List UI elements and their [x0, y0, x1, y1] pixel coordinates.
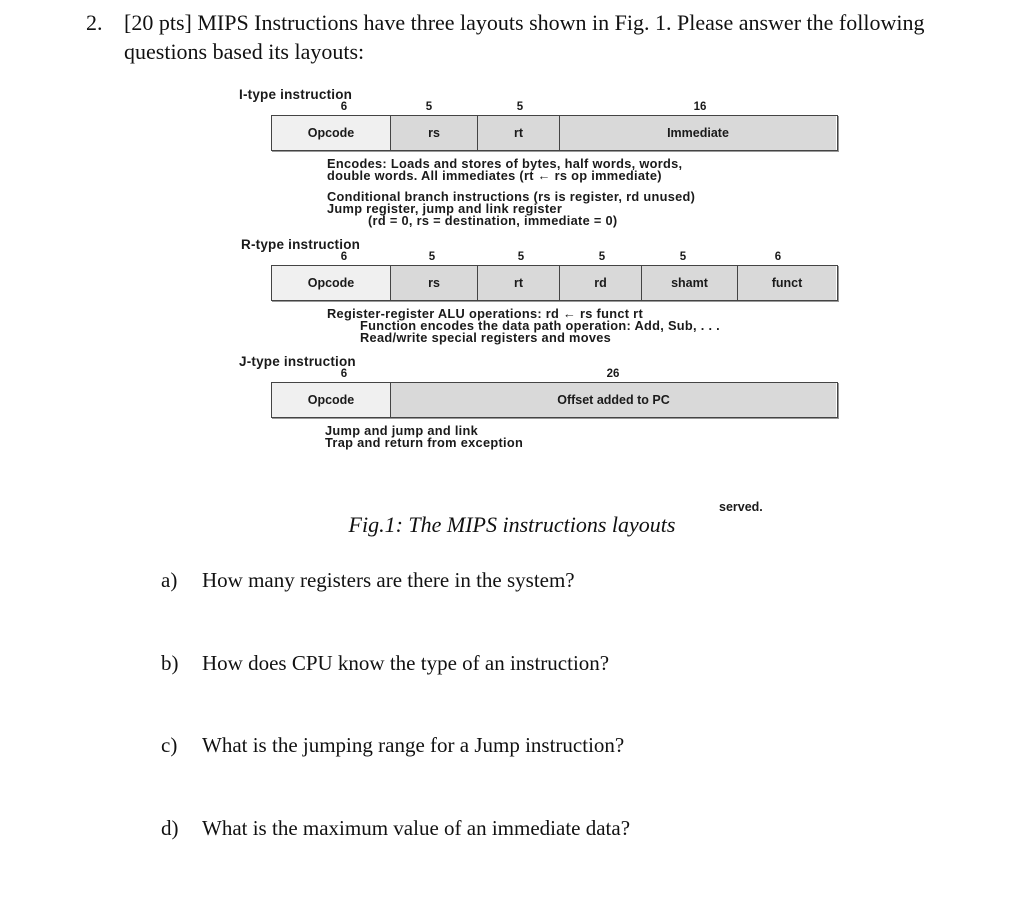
i-type-desc-line-4: Jump register, jump and link register: [327, 201, 563, 216]
j-type-bits-opcode: 6: [340, 368, 348, 380]
j-type-desc-line-1: Jump and jump and link: [325, 423, 479, 438]
j-type-field-bar: [271, 382, 838, 418]
figure-caption: Fig.1: The MIPS instructions layouts: [348, 512, 676, 537]
i-type-desc-line-5: (rd = 0, rs = destination, immediate = 0): [368, 213, 618, 228]
r-type-bits-opcode: 6: [340, 251, 348, 263]
question-text: [20 pts] MIPS Instructions have three layouts shown in Fig. 1. Please answer the following questions based its layouts:: [124, 10, 925, 64]
copyright-fragment: served.: [719, 500, 763, 514]
j-type-bits-offset: 26: [606, 368, 620, 380]
i-type-desc-line-1: Encodes: Loads and stores of bytes, half words, words,: [327, 156, 683, 171]
subquestion-text: How does CPU know the type of an instruction?: [202, 651, 610, 675]
j-type-label: J-type instruction: [239, 354, 356, 369]
r-type-bits-funct: 6: [774, 251, 782, 263]
subquestion-text: What is the maximum value of an immediate data?: [202, 816, 631, 840]
subquestion-text: How many registers are there in the system?: [202, 568, 575, 592]
subquestion-letter: b): [161, 651, 179, 675]
r-type-bits-rt: 5: [517, 251, 525, 263]
r-type-desc-line-3: Read/write special registers and moves: [360, 330, 612, 345]
r-type-bits-rd: 5: [598, 251, 606, 263]
i-type-field-opcode: Opcode: [272, 116, 391, 150]
j-type-field-offset: Offset added to PC: [391, 383, 836, 417]
r-type-field-rt: rt: [478, 266, 560, 300]
r-type-field-opcode: Opcode: [272, 266, 391, 300]
i-type-desc-line-3: Conditional branch instructions (rs is register, rd unused): [327, 189, 696, 204]
r-type-field-rs: rs: [391, 266, 478, 300]
r-type-desc-line-1: Register-register ALU operations: rd ← rs funct rt: [327, 306, 644, 321]
i-type-field-immediate: Immediate: [560, 116, 836, 150]
j-type-desc-line-2: Trap and return from exception: [325, 435, 524, 450]
r-type-bits-shamt: 5: [679, 251, 687, 263]
r-type-desc-line-2: Function encodes the data path operation: Add, Sub, . . .: [360, 318, 721, 333]
question-number: 2.: [86, 10, 103, 35]
subquestion-letter: d): [161, 816, 179, 840]
i-type-desc-line-2: double words. All immediates (rt ← rs op immediate): [327, 168, 662, 183]
r-type-field-rd: rd: [560, 266, 642, 300]
i-type-bits-immediate: 16: [693, 101, 707, 113]
i-type-bits-opcode: 6: [340, 101, 348, 113]
r-type-field-funct: funct: [738, 266, 836, 300]
j-type-field-opcode: Opcode: [272, 383, 391, 417]
i-type-bits-rt: 5: [516, 101, 524, 113]
i-type-field-rt: rt: [478, 116, 560, 150]
i-type-field-rs: rs: [391, 116, 478, 150]
r-type-field-bar: [271, 265, 838, 301]
r-type-bits-rs: 5: [428, 251, 436, 263]
i-type-field-bar: [271, 115, 838, 151]
r-type-field-shamt: shamt: [642, 266, 738, 300]
subquestion-letter: a): [161, 568, 178, 592]
i-type-bits-rs: 5: [425, 101, 433, 113]
i-type-label: I-type instruction: [239, 87, 353, 102]
r-type-label: R-type instruction: [241, 237, 361, 252]
subquestion-text: What is the jumping range for a Jump instruction?: [202, 733, 625, 757]
subquestion-letter: c): [161, 733, 178, 757]
